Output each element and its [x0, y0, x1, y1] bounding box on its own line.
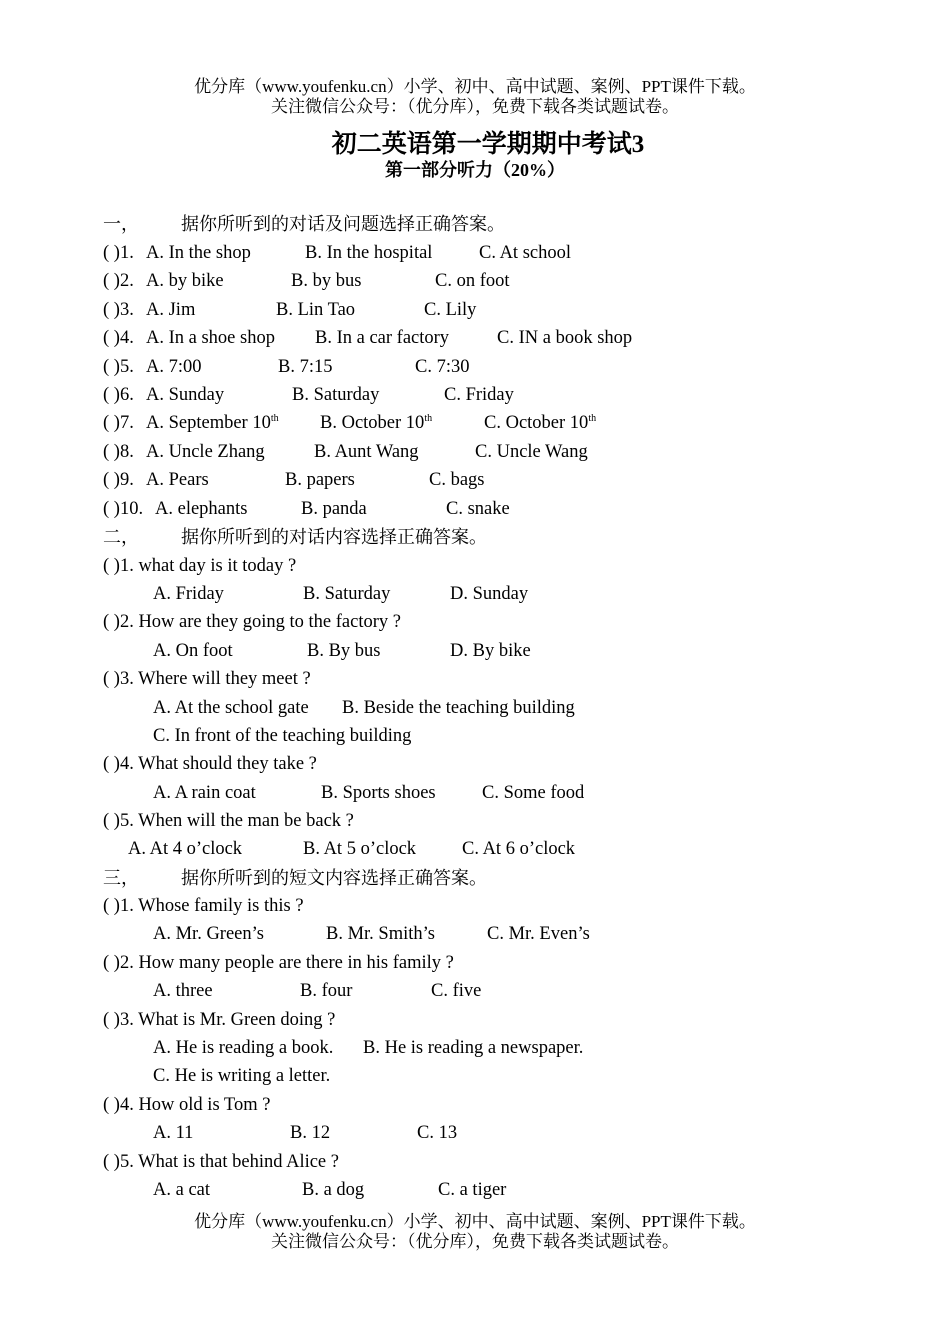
option-b: B. four — [300, 981, 353, 1001]
option-b: B. He is reading a newspaper. — [363, 1038, 584, 1058]
option-c: C. bags — [429, 470, 485, 490]
option-b: B. 12 — [290, 1123, 331, 1143]
question-text: ( )3. What is Mr. Green doing ? — [103, 1010, 336, 1030]
option-c: C. Uncle Wang — [475, 442, 588, 462]
part3-heading-number: 三， — [103, 868, 139, 888]
option-c: C. Lily — [424, 300, 477, 320]
part1-heading-number: 一， — [103, 214, 139, 234]
footer-line-1: 优分库（www.youfenku.cn）小学、初中、高中试题、案例、PPT课件下载。 — [194, 1212, 756, 1231]
option-b: B. Sports shoes — [321, 783, 436, 803]
question-number: ( )2. — [103, 271, 134, 291]
option-a: A. In a shoe shop — [146, 328, 275, 348]
option-a: A. 7:00 — [146, 357, 202, 377]
question-number: ( )10. — [103, 499, 144, 519]
question-text: ( )1. Whose family is this ? — [103, 896, 304, 916]
ordinal-suffix: th — [588, 412, 597, 424]
option-a: A. At the school gate — [153, 698, 309, 718]
option-a: A. In the shop — [146, 243, 251, 263]
question-text: ( )3. Where will they meet ? — [103, 669, 311, 689]
part2-heading: 据你所听到的对话内容选择正确答案。 — [181, 527, 487, 547]
option-b-text: B. October 10 — [320, 413, 425, 433]
question-text: ( )1. what day is it today ? — [103, 556, 297, 576]
option-b: B. Aunt Wang — [314, 442, 419, 462]
option-b: B. panda — [301, 499, 367, 519]
option-a: A. He is reading a book. — [153, 1038, 334, 1058]
question-text: ( )2. How many people are there in his family ? — [103, 953, 454, 973]
question-number: ( )8. — [103, 442, 134, 462]
section-subtitle: 第一部分听力（20%） — [385, 160, 565, 180]
question-number: ( )6. — [103, 385, 134, 405]
option-c: C. In front of the teaching building — [153, 726, 412, 746]
option-a: A. On foot — [153, 641, 233, 661]
option-b: B. Lin Tao — [276, 300, 356, 320]
option-c: C. on foot — [435, 271, 510, 291]
option-c: C. Mr. Even’s — [487, 924, 590, 944]
option-c: D. By bike — [450, 641, 531, 661]
option-c: C. Some food — [482, 783, 585, 803]
option-a — [146, 411, 279, 435]
question-number: ( )7. — [103, 413, 134, 433]
question-text: ( )4. What should they take ? — [103, 754, 317, 774]
option-b: B. by bus — [291, 271, 362, 291]
option-b: B. Saturday — [292, 385, 380, 405]
option-a: A. Friday — [153, 584, 224, 604]
option-a: A. by bike — [146, 271, 224, 291]
option-b: B. Mr. Smith’s — [326, 924, 435, 944]
option-a: A. three — [153, 981, 213, 1001]
option-a: A. At 4 o’clock — [128, 839, 243, 859]
option-c: D. Sunday — [450, 584, 529, 604]
question-number: ( )5. — [103, 357, 134, 377]
part2-heading-number: 二， — [103, 527, 139, 547]
option-c: C. At school — [479, 243, 571, 263]
question-number: ( )4. — [103, 328, 134, 348]
option-a: A. Jim — [146, 300, 196, 320]
ordinal-suffix: th — [424, 412, 433, 424]
option-b: B. 7:15 — [278, 357, 333, 377]
option-c: C. a tiger — [438, 1180, 507, 1200]
option-b: B. Beside the teaching building — [342, 698, 575, 718]
option-c: C. 7:30 — [415, 357, 470, 377]
option-b: B. In the hospital — [305, 243, 433, 263]
option-a: A. a cat — [153, 1180, 211, 1200]
option-b: B. a dog — [302, 1180, 365, 1200]
option-b — [320, 411, 432, 435]
ordinal-suffix: th — [270, 412, 279, 424]
option-b: B. Saturday — [303, 584, 391, 604]
question-text: ( )4. How old is Tom ? — [103, 1095, 271, 1115]
option-c: C. He is writing a letter. — [153, 1066, 331, 1086]
header-line-2: 关注微信公众号：（优分库），免费下载各类试题试卷。 — [271, 97, 679, 116]
option-c: C. 13 — [417, 1123, 458, 1143]
option-c: C. five — [431, 981, 482, 1001]
option-a-text: A. September 10 — [146, 413, 271, 433]
option-b: B. papers — [285, 470, 355, 490]
option-c-text: C. October 10 — [484, 413, 589, 433]
question-text: ( )5. When will the man be back ? — [103, 811, 354, 831]
option-a: A. Sunday — [146, 385, 225, 405]
question-text: ( )2. How are they going to the factory ? — [103, 612, 401, 632]
option-a: A. Mr. Green’s — [153, 924, 264, 944]
part3-heading: 据你所听到的短文内容选择正确答案。 — [181, 868, 487, 888]
option-a: A. elephants — [155, 499, 248, 519]
option-c: C. Friday — [444, 385, 514, 405]
option-c: C. IN a book shop — [497, 328, 633, 348]
header-line-1: 优分库（www.youfenku.cn）小学、初中、高中试题、案例、PPT课件下载。 — [194, 77, 756, 96]
page-title: 初二英语第一学期期中考试3 — [331, 131, 645, 158]
option-b: B. At 5 o’clock — [303, 839, 417, 859]
option-c: C. snake — [446, 499, 510, 519]
question-number: ( )3. — [103, 300, 134, 320]
option-a: A. A rain coat — [153, 783, 256, 803]
option-c — [484, 411, 596, 435]
option-a: A. 11 — [153, 1123, 194, 1143]
question-number: ( )9. — [103, 470, 134, 490]
option-c: C. At 6 o’clock — [462, 839, 576, 859]
option-b: B. By bus — [307, 641, 381, 661]
option-b: B. In a car factory — [315, 328, 450, 348]
option-a: A. Uncle Zhang — [146, 442, 265, 462]
question-text: ( )5. What is that behind Alice ? — [103, 1152, 339, 1172]
part1-heading: 据你所听到的对话及问题选择正确答案。 — [181, 214, 505, 234]
option-a: A. Pears — [146, 470, 209, 490]
question-number: ( )1. — [103, 243, 134, 263]
footer-line-2: 关注微信公众号：（优分库），免费下载各类试题试卷。 — [271, 1232, 679, 1251]
